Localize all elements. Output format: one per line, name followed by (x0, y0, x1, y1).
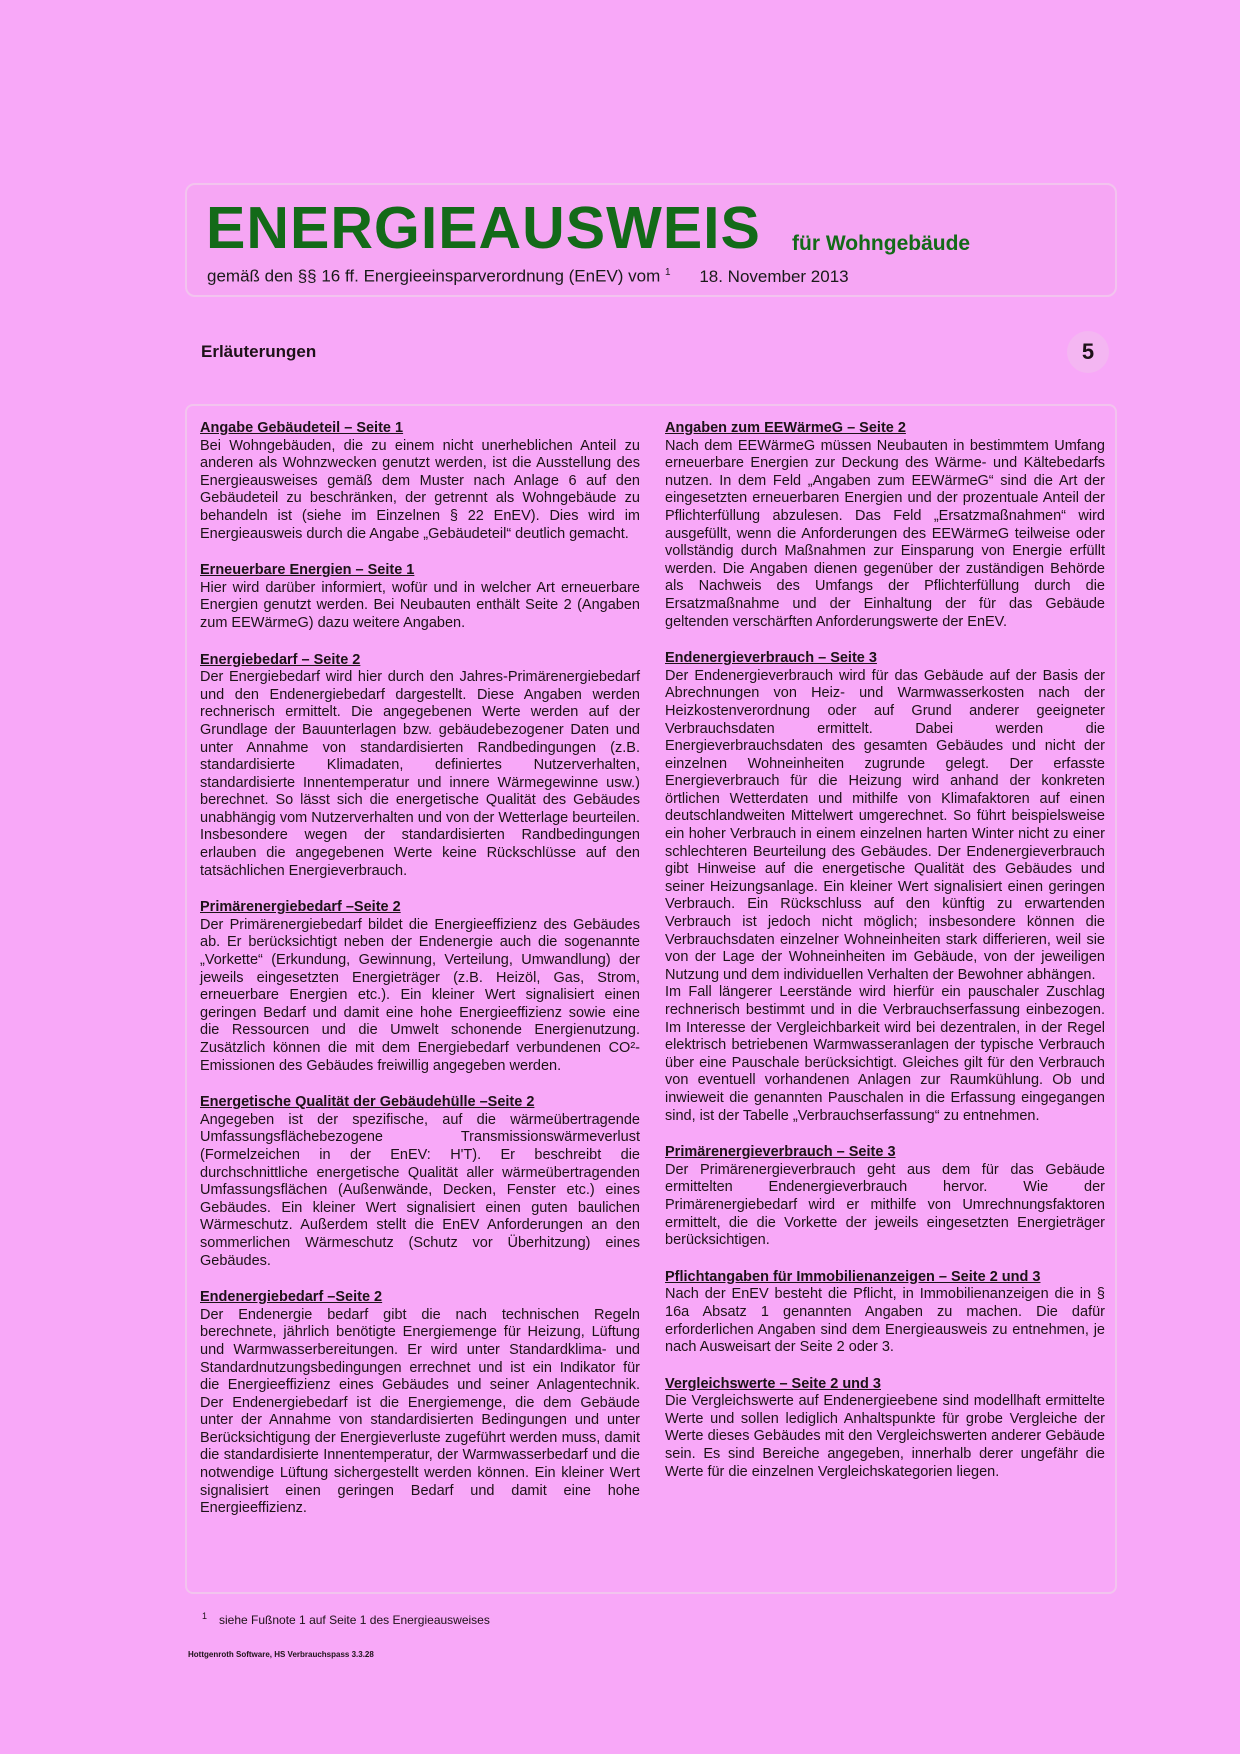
section-heading: Endenergiebedarf –Seite 2 (200, 1289, 383, 1306)
section-energiebedarf (200, 652, 640, 881)
footnote (202, 1608, 490, 1628)
section-heading: Primärenergieverbrauch – Seite 3 (665, 1144, 896, 1161)
section-primaerenergiebedarf (200, 899, 640, 1075)
section-heading: Angaben zum EEWärmeG – Seite 2 (665, 420, 906, 436)
section-title: Erläuterungen (201, 342, 317, 361)
section-text: Der Primärenergieverbrauch geht aus dem für das Gebäude ermittelten Endenergieverbrauch hervor. Wie der Primärenergiebedarf wird er mithilfe von Umrechnungsfaktoren ermittelt, die die Vorkette der jeweils eingesetzten Energieträger berücksichtigen. (665, 1161, 1105, 1249)
section-text: Angegeben ist der spezifische, auf die wärmeübertragende Umfassungsflächebezogene Transmissionswärmeverlust (Formelzeichen in der EnEV: H'T). Er beschreibt die durchschnittliche energetische Qualität aller wärmeübertragenden Umfassungsflächen (Außenwände, Decken, Fenster etc.) eines Gebäudes. Ein kleiner Wert signalisiert einen guten baulichen Wärmeschutz. Außerdem stellt die EnEV Anforderungen an den sommerlichen Wärmeschutz (Schutz vor Überhitzung) eines Gebäudes. (200, 1111, 640, 1269)
software-credit: Hottgenroth Software, HS Verbrauchspass 3.3.28 (188, 1650, 374, 1659)
section-heading: Angabe Gebäudeteil – Seite 1 (200, 420, 404, 436)
section-pflichtangaben (665, 1269, 1105, 1357)
footnote-text: siehe Fußnote 1 auf Seite 1 des Energieausweises (219, 1613, 490, 1627)
document-title: ENERGIEAUSWEIS (206, 195, 761, 261)
regulation-text: gemäß den §§ 16 ff. Energieeinsparverordnung (EnEV) vom (207, 266, 661, 286)
footnote-number: 1 (202, 1611, 208, 1621)
section-heading: Erneuerbare Energien – Seite 1 (200, 562, 415, 579)
section-heading: Energiebedarf – Seite 2 (200, 651, 361, 668)
section-heading: Pflichtangaben für Immobilienanzeigen – Seite 2 und 3 (665, 1268, 1041, 1285)
section-endenergiebedarf (200, 1289, 640, 1518)
document-subtitle-type: für Wohngebäude (792, 232, 971, 255)
section-text: Hier wird darüber informiert, wofür und in welcher Art erneuerbare Energien genutzt werden. Bei Neubauten enthält Seite 2 (Angaben zum EEWärmeG) dazu weitere Angaben. (200, 579, 640, 631)
section-text: Nach dem EEWärmeG müssen Neubauten in bestimmtem Umfang erneuerbare Energien zur Deckung des Wärme- und Kältebedarfs nutzen. In dem Feld „Angaben zum EEWärmeG“ sind die Art der eingesetzten erneuerbaren Energien und der prozentuale Anteil der Pflichterfüllung abzulesen. Das Feld „Ersatzmaßnahmen“ wird ausgefüllt, wenn die Anforderungen des EEWärmeG teilweise oder vollständig durch Maßnahmen zur Einsparung von Energie erfüllt werden. Die Angaben dienen gegenüber der zuständigen Behörde als Nachweis des Umfangs der Pflichterfüllung durch die Ersatzmaßnahme und der Einhaltung der für das Gebäude geltenden verschärften Anforderungswerte der EnEV. (665, 437, 1105, 630)
section-erneuerbare-energien (200, 562, 640, 632)
section-text: Der Energiebedarf wird hier durch den Jahres-Primärenergiebedarf und den Endenergiebedarf dargestellt. Diese Angaben werden rechnerisch ermittelt. Die angegebenen Werte werden auf der Grundlage der Bauunterlagen bzw. gebäudebezogener Daten und unter Annahme von standardisierten Randbedingungen (z.B. standardisierte Klimadaten, definiertes Nutzerverhalten, standardisierte Innentemperatur und innere Wärmegewinne usw.) berechnet. So lässt sich die energetische Qualität des Gebäudes unabhängig vom Nutzerverhalten und von der Wetterlage beurteilen. Insbesondere wegen der standardisierten Randbedingungen erlauben die angegebenen Werte keine Rückschlüsse auf den tatsächlichen Energieverbrauch. (200, 669, 640, 879)
regulation-line (207, 262, 849, 288)
regulation-date: 18. November 2013 (699, 266, 849, 286)
left-column (200, 420, 640, 1537)
footnote-marker: 1 (665, 267, 671, 278)
section-text: Die Vergleichswerte auf Endenergieebene sind modellhaft ermittelte Werte und sollen lediglich Anhaltspunkte für grobe Vergleiche der Werte dieses Gebäudes mit den Vergleichswerten anderer Gebäude sein. Es sind Bereiche angegeben, innerhalb derer ungefähr die Werte für die einzelnen Vergleichskategorien liegen. (665, 1393, 1105, 1480)
section-vergleichswerte (665, 1376, 1105, 1482)
section-heading: Energetische Qualität der Gebäudehülle –Seite 2 (200, 1094, 535, 1111)
section-text: Der Endenergie bedarf gibt die nach technischen Regeln berechnete, jährlich benötigte Energiemenge für Heizung, Lüftung und Warmwasserbereitungen. Er wird unter Standardklima- und Standardnutzungsbedingungen errechnet und ist ein Indikator für die Energieeffizienz eines Gebäudes und seiner Anlagentechnik. Der Endenergiebedarf ist die Energiemenge, die dem Gebäude unter der Annahme von standardisierten Bedingungen und unter Berücksichtigung der Energieverluste zugeführt werden muss, damit die standardisierte Innentemperatur, der Warmwasserbedarf und die notwendige Lüftung sichergestellt werden können. Ein kleiner Wert signalisiert einen geringen Bedarf und damit eine hohe Energieeffizienz. (200, 1306, 640, 1517)
section-text-continued: Im Fall längerer Leerstände wird hierfür ein pauschaler Zuschlag rechnerisch bestimmt und in die Verbrauchserfassung einbezogen. Im Interesse der Vergleichbarkeit wird bei dezentralen, in der Regel elektrisch betriebenen Warmwasseranlagen der typische Verbrauch über eine Pauschale berücksichtigt. Gleiches gilt für den Verbrauch von eventuell vorhandenen Anlagen zur Raumkühlung. Ob und inwieweit die genannten Pauschalen in die Erfassung eingegangen sind, ist der Tabelle „Verbrauchserfassung“ zu entnehmen. (665, 984, 1105, 1124)
section-endenergieverbrauch (665, 650, 1105, 1125)
section-text: Der Primärenergiebedarf bildet die Energieeffizienz des Gebäudes ab. Er berücksichtigt neben der Endenergie auch die sogenannte „Vorkette“ (Erkundung, Gewinnung, Verteilung, Umwandlung) der jeweils eingesetzten Energieträger (z.B. Heizöl, Gas, Strom, erneuerbare Energien etc.). Ein kleiner Wert signalisiert einen geringen Bedarf und damit eine hohe Energieeffizienz sowie eine die Ressourcen und die Umwelt schonende Energienutzung. Zusätzlich können die mit dem Energiebedarf verbundenen CO²-Emissionen des Gebäudes freiwillig angegeben werden. (200, 916, 640, 1074)
section-gebaeudehuelle (200, 1094, 640, 1270)
right-column (665, 420, 1105, 1500)
section-heading: Primärenergiebedarf –Seite 2 (200, 899, 401, 916)
section-primaerenergieverbrauch (665, 1144, 1105, 1250)
section-text: Der Endenergieverbrauch wird für das Gebäude auf der Basis der Abrechnungen von Heiz- und Warmwasserkosten nach der Heizkostenverordnung oder auf Grund anderer geeigneter Verbrauchsdaten ermittelt. Dabei werden die Energieverbrauchsdaten des gesamten Gebäudes und nicht der einzelnen Wohneinheiten zugrunde gelegt. Der erfasste Energieverbrauch für die Heizung wird anhand der konkreten örtlichen Wetterdaten und mithilfe von Klimafaktoren auf einen deutschlandweiten Mittelwert umgerechnet. So führt beispielsweise ein hoher Verbrauch in einem einzelnen harten Winter nicht zu einer schlechteren Beurteilung des Gebäudes. Der Endenergieverbrauch gibt Hinweise auf die energetische Qualität des Gebäudes und seiner Heizungsanlage. Ein kleiner Wert signalisiert einen geringen Verbrauch. Ein Rückschluss auf den künftig zu erwartenden Verbrauch ist jedoch nicht möglich; insbesondere können die Verbrauchsdaten einzelner Wohneinheiten stark differieren, weil sie von der Lage der Wohneinheiten im Gebäude, von der jeweiligen Nutzung und dem individuellen Verhalten der Bewohner abhängen. (665, 667, 1105, 983)
section-text: Nach der EnEV besteht die Pflicht, in Immobilienanzeigen die in § 16a Absatz 1 genannten Angaben zu machen. Die dafür erforderlichen Angaben sind dem Energieausweis zu entnehmen, je nach Ausweisart der Seite 2 oder 3. (665, 1286, 1105, 1356)
section-eewaermeg (665, 420, 1105, 631)
section-heading: Endenergieverbrauch – Seite 3 (665, 650, 877, 667)
section-text: Bei Wohngebäuden, die zu einem nicht unerheblichen Anteil zu anderen als Wohnzwecken genutzt werden, ist die Ausstellung des Energieausweises gemäß dem Muster nach Anlage 6 auf den Gebäudeteil zu beschränken, der getrennt als Wohngebäude zu behandeln ist (siehe im Einzelnen § 22 EnEV). Dies wird im Energieausweis durch die Angabe „Gebäudeteil“ deutlich gemacht. (200, 437, 640, 542)
section-heading: Vergleichswerte – Seite 2 und 3 (665, 1375, 881, 1392)
section-angabe-gebaeudeteil (200, 420, 640, 543)
page-number-badge: 5 (1067, 331, 1109, 373)
